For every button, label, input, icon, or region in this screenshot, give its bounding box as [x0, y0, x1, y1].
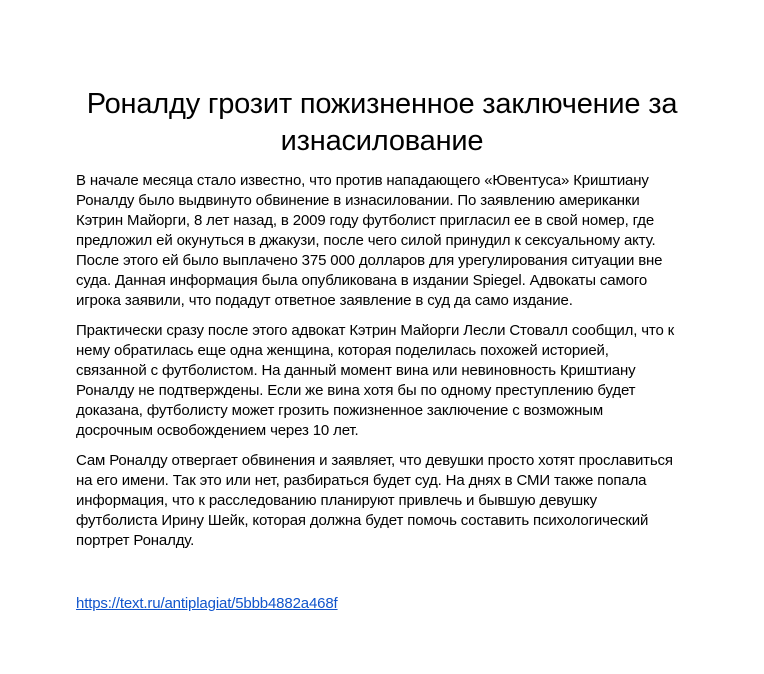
text-line: связанной с футболистом. На данный момент вина или невиновность Криштиану: [76, 362, 636, 379]
text-line: предложил ей окунуться в джакузи, после чего силой принудил к сексуальному акту.: [76, 232, 656, 249]
text-line: суда. Данная информация была опубликована в издании Spiegel. Адвокаты самого: [76, 272, 648, 289]
text-line: Практически сразу после этого адвокат Кэтрин Майорги Лесли Стовалл сообщил, что к: [76, 322, 675, 339]
text-line: В начале месяца стало известно, что против нападающего «Ювентуса» Криштиану: [76, 172, 649, 189]
text-line: на его имени. Так это или нет, разбираться будет суд. На днях в СМИ также попала: [76, 472, 647, 489]
article-paragraph-2: [76, 321, 716, 441]
text-line: портрет Роналду.: [76, 532, 195, 549]
article-paragraph-1: [76, 171, 716, 311]
text-line: После этого ей было выплачено 375 000 долларов для урегулирования ситуации вне: [76, 252, 663, 269]
text-line: нему обратилась еще одна женщина, которая поделилась похожей историей,: [76, 342, 609, 359]
text-line: досрочным освобождением через 10 лет.: [76, 422, 359, 439]
text-line: Сам Роналду отвергает обвинения и заявляет, что девушки просто хотят прославиться: [76, 452, 673, 469]
text-line: футболиста Ирину Шейк, которая должна будет помочь составить психологический: [76, 512, 649, 529]
text-line: Роналду не подтверждены. Если же вина хотя бы по одному преступлению будет: [76, 382, 636, 399]
text-line: доказана, футболисту может грозить пожизненное заключение с возможным: [76, 402, 603, 419]
text-line: Кэтрин Майорги, 8 лет назад, в 2009 году футболист пригласил ее в свой номер, где: [76, 212, 655, 229]
title-line: Роналду грозит пожизненное заключение за: [86, 88, 678, 120]
text-line: игрока заявили, что подадут ответное заявление в суд да само издание.: [76, 292, 573, 309]
text-line: информация, что к расследованию планируют привлечь и бывшую девушку: [76, 492, 597, 509]
article-title: [60, 86, 704, 160]
title-line: изнасилование: [280, 125, 484, 157]
antiplagiat-link[interactable]: https://text.ru/antiplagiat/5bbb4882a468f: [76, 595, 338, 612]
text-line: Роналду было выдвинуто обвинение в изнасиловании. По заявлению американки: [76, 192, 640, 209]
article-paragraph-3: [76, 451, 716, 551]
